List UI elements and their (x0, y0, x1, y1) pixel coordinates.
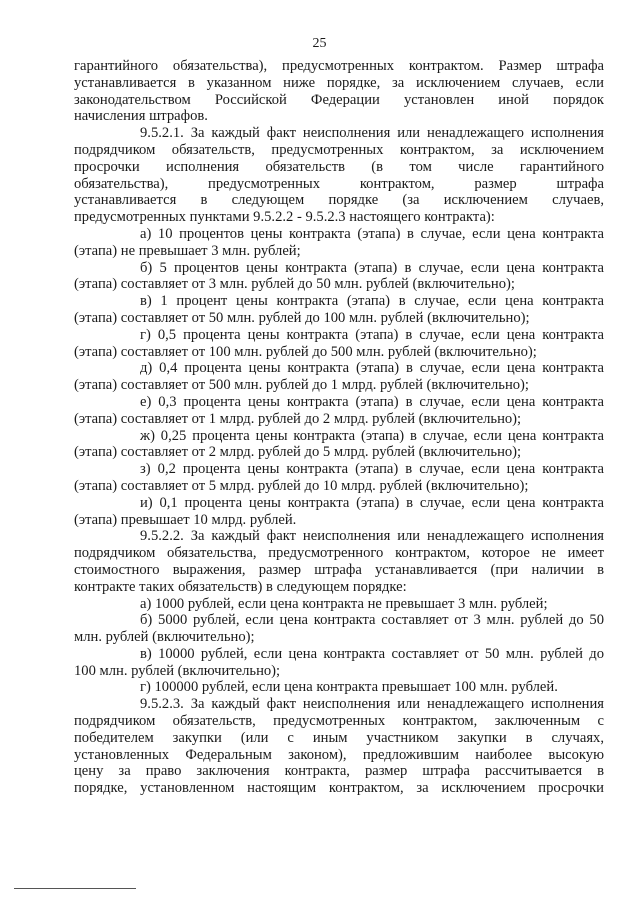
text-line: (этапа) составляет от 100 млн. рублей до 500 млн. рублей (включительно); (74, 343, 537, 360)
text-line: а) 10 процентов цены контракта (этапа) в случае, если цена контракта (140, 225, 604, 242)
text-line: цену за право заключения контракта, размер штрафа рассчитывается в (74, 763, 604, 780)
footnote-divider (14, 888, 136, 889)
text-line: подрядчиком обязательств, предусмотренных контрактом, заключенным с (74, 713, 604, 730)
text-line: устанавливается в указанном ниже порядке, за исключением случаев, если (74, 74, 604, 91)
text-line: обязательства), предусмотренных контрактом, размер штрафа (74, 175, 604, 192)
text-line: з) 0,2 процента цены контракта (этапа) в случае, если цена контракта (140, 461, 604, 478)
text-line: (этапа) составляет от 500 млн. рублей до 1 млрд. рублей (включительно); (74, 377, 529, 394)
text-line: е) 0,3 процента цены контракта (этапа) в случае, если цена контракта (140, 393, 604, 410)
text-line: подрядчиком обязательств, предусмотренных контрактом, за исключением (74, 141, 604, 158)
text-line: ж) 0,25 процента цены контракта (этапа) в случае, если цена контракта (140, 427, 604, 444)
text-line: устанавливается в следующем порядке (за исключением случаев, (74, 192, 604, 209)
text-line: начисления штрафов. (74, 108, 208, 125)
document-body (74, 58, 604, 797)
text-line: (этапа) составляет от 50 млн. рублей до 100 млн. рублей (включительно); (74, 309, 530, 326)
text-line: в) 1 процент цены контракта (этапа) в случае, если цена контракта (140, 293, 604, 310)
text-line: установленных Федеральным законом), предложившим наиболее высокую (74, 746, 604, 763)
page-number: 25 (312, 36, 327, 51)
text-line: и) 0,1 процента цены контракта (этапа) в случае, если цена контракта (140, 494, 604, 511)
text-line: (этапа) составляет от 5 млрд. рублей до 10 млрд. рублей (включительно); (74, 477, 529, 494)
text-line: предусмотренных пунктами 9.5.2.2 - 9.5.2.3 настоящего контракта): (74, 209, 495, 226)
text-line: г) 100000 рублей, если цена контракта превышает 100 млн. рублей. (140, 679, 558, 696)
text-line: 100 млн. рублей (включительно); (74, 662, 281, 679)
text-line: 9.5.2.1. За каждый факт неисполнения или ненадлежащего исполнения (140, 125, 604, 142)
text-line: (этапа) превышает 10 млрд. рублей. (74, 511, 297, 528)
text-line: порядке, установленном настоящим контрактом, за исключением просрочки (74, 780, 604, 797)
text-line: (этапа) составляет от 2 млрд. рублей до 5 млрд. рублей (включительно); (74, 444, 522, 461)
text-line: победителем закупки (или с иным участником закупки в случаях, (74, 729, 604, 746)
text-line: стоимостного выражения, размер штрафа устанавливается (при наличии в (74, 561, 604, 578)
text-line: (этапа) не превышает 3 млн. рублей; (74, 242, 301, 259)
text-line: в) 10000 рублей, если цена контракта составляет от 50 млн. рублей до (140, 645, 604, 662)
text-line: гарантийного обязательства), предусмотренных контрактом. Размер штрафа (74, 58, 604, 74)
text-line: г) 0,5 процента цены контракта (этапа) в случае, если цена контракта (140, 326, 604, 343)
text-line: (этапа) составляет от 3 млн. рублей до 50 млн. рублей (включительно); (74, 276, 515, 293)
text-line: законодательством Российской Федерации установлен иной порядок (74, 91, 604, 108)
text-line: 9.5.2.2. За каждый факт неисполнения или ненадлежащего исполнения (140, 528, 604, 545)
text-line: а) 1000 рублей, если цена контракта не превышает 3 млн. рублей; (140, 595, 548, 612)
text-line: б) 5000 рублей, если цена контракта составляет от 3 млн. рублей до 50 (140, 612, 604, 629)
text-line: 9.5.2.3. За каждый факт неисполнения или ненадлежащего исполнения (140, 696, 604, 713)
text-line: подрядчиком обязательства, предусмотренного контрактом, которое не имеет (74, 545, 604, 562)
text-line: просрочки исполнения обязательств (в том числе гарантийного (74, 158, 604, 175)
text-line: контракте таких обязательств) в следующем порядке: (74, 578, 407, 595)
text-line: (этапа) составляет от 1 млрд. рублей до 2 млрд. рублей (включительно); (74, 410, 522, 427)
text-line: млн. рублей (включительно); (74, 629, 255, 646)
text-line: д) 0,4 процента цены контракта (этапа) в случае, если цена контракта (140, 360, 604, 377)
text-line: б) 5 процентов цены контракта (этапа) в случае, если цена контракта (140, 259, 604, 276)
